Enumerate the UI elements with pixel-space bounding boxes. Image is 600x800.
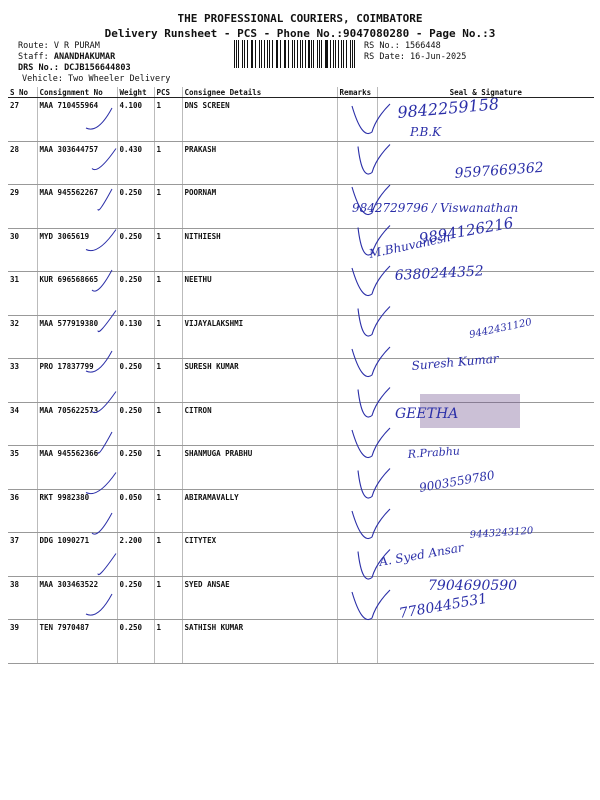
runsheet-table — [8, 87, 594, 664]
cell-signature — [377, 315, 594, 359]
cell-remarks — [337, 402, 377, 446]
cell-pcs: 1 — [154, 489, 182, 533]
cell-pcs: 1 — [154, 620, 182, 664]
cell-consignment: PRO 17837799 — [37, 359, 117, 403]
cell-consignee: ABIRAMAVALLY — [182, 489, 337, 533]
table-row — [8, 272, 594, 316]
cell-consignment: MAA 710455964 — [37, 98, 117, 142]
cell-consignment: DDG 1090271 — [37, 533, 117, 577]
cell-sno: 27 — [8, 98, 37, 142]
cell-signature — [377, 402, 594, 446]
cell-weight: 4.100 — [117, 98, 154, 142]
cell-remarks — [337, 272, 377, 316]
cell-pcs: 1 — [154, 576, 182, 620]
cell-consignee: CITYTEX — [182, 533, 337, 577]
col-weight: Weight — [117, 87, 154, 98]
handwritten-note: 9443243120 — [469, 525, 534, 541]
cell-sno: 37 — [8, 533, 37, 577]
cell-remarks — [337, 620, 377, 664]
handwritten-note: M.Bhuvanesh — [367, 229, 452, 261]
cell-remarks — [337, 576, 377, 620]
cell-pcs: 1 — [154, 446, 182, 490]
cell-pcs: 1 — [154, 402, 182, 446]
cell-consignee: PRAKASH — [182, 141, 337, 185]
col-pcs: PCS — [154, 87, 182, 98]
cell-sno: 31 — [8, 272, 37, 316]
cell-pcs: 1 — [154, 228, 182, 272]
cell-weight: 0.430 — [117, 141, 154, 185]
handwritten-note: 9442431120 — [468, 316, 533, 341]
table-row — [8, 446, 594, 490]
cell-consignment: RKT 9982380 — [37, 489, 117, 533]
cell-signature — [377, 533, 594, 577]
cell-weight: 0.250 — [117, 402, 154, 446]
cell-weight: 0.250 — [117, 446, 154, 490]
cell-remarks — [337, 228, 377, 272]
cell-weight: 0.130 — [117, 315, 154, 359]
handwritten-note: 7904690590 — [428, 578, 518, 594]
handwritten-note: 9597669362 — [454, 159, 545, 182]
cell-consignment: TEN 7970487 — [37, 620, 117, 664]
cell-consignment: MYD 3065619 — [37, 228, 117, 272]
staff-name: ANANDHAKUMAR — [53, 52, 116, 62]
cell-sno: 39 — [8, 620, 37, 664]
table-row — [8, 359, 594, 403]
cell-sno: 35 — [8, 446, 37, 490]
handwritten-note: R.Prabhu — [407, 444, 461, 461]
cell-signature — [377, 359, 594, 403]
handwritten-note: 9842259158 — [396, 94, 500, 122]
drs-row — [18, 63, 131, 74]
handwritten-note: GEETHA — [395, 406, 459, 422]
rs-number: RS No.: 1566448 — [364, 41, 441, 51]
table-row — [8, 228, 594, 272]
table-row — [8, 489, 594, 533]
cell-sno: 28 — [8, 141, 37, 185]
cell-signature — [377, 141, 594, 185]
cell-pcs: 1 — [154, 98, 182, 142]
cell-consignee: POORNAM — [182, 185, 337, 229]
cell-weight: 0.250 — [117, 272, 154, 316]
handwritten-note: 9842729796 / Viswanathan — [352, 201, 519, 215]
cell-signature — [377, 576, 594, 620]
cell-sno: 30 — [8, 228, 37, 272]
cell-signature — [377, 272, 594, 316]
cell-consignment: MAA 303644757 — [37, 141, 117, 185]
staff-row — [18, 52, 115, 63]
table-row — [8, 98, 594, 142]
cell-remarks — [337, 489, 377, 533]
runsheet-subtitle: Delivery Runsheet - PCS - Phone No.:9047080280 - Page No.:3 — [104, 27, 496, 40]
cell-signature — [377, 98, 594, 142]
cell-sno: 34 — [8, 402, 37, 446]
cell-weight: 0.250 — [117, 228, 154, 272]
cell-weight: 2.200 — [117, 533, 154, 577]
cell-sno: 38 — [8, 576, 37, 620]
cell-weight: 0.250 — [117, 185, 154, 229]
table-row — [8, 402, 594, 446]
cell-remarks — [337, 533, 377, 577]
col-consignment: Consignment No — [37, 87, 117, 98]
col-sno: S No — [8, 87, 37, 98]
staff-label: Staff: — [18, 52, 54, 62]
company-title: THE PROFESSIONAL COURIERS, COIMBATORE — [177, 12, 423, 25]
cell-signature — [377, 489, 594, 533]
route-label: Route: V R PURAM — [18, 41, 100, 51]
handwritten-note: 6380244352 — [394, 263, 485, 284]
vehicle-label: Vehicle: Two Wheeler Delivery — [22, 74, 171, 84]
cell-signature — [377, 446, 594, 490]
cell-consignee: SHANMUGA PRABHU — [182, 446, 337, 490]
cell-consignment: MAA 303463522 — [37, 576, 117, 620]
handwritten-note: 9003559780 — [418, 467, 496, 495]
cell-consignment: MAA 705622573 — [37, 402, 117, 446]
cell-remarks — [337, 315, 377, 359]
cell-consignment: MAA 577919380 — [37, 315, 117, 359]
handwritten-note: Suresh Kumar — [411, 351, 500, 373]
cell-weight: 0.050 — [117, 489, 154, 533]
drs-number: DCJB156644803 — [64, 63, 131, 73]
cell-remarks — [337, 141, 377, 185]
cell-consignee: SYED ANSAE — [182, 576, 337, 620]
handwritten-note: 9894126216 — [417, 213, 515, 248]
cell-consignee: VIJAYALAKSHMI — [182, 315, 337, 359]
cell-sno: 29 — [8, 185, 37, 229]
cell-consignee: SURESH KUMAR — [182, 359, 337, 403]
rs-date: RS Date: 16-Jun-2025 — [364, 52, 467, 62]
cell-consignment: MAA 945562267 — [37, 185, 117, 229]
col-consignee: Consignee Details — [182, 87, 337, 98]
cell-consignee: CITRON — [182, 402, 337, 446]
cell-remarks — [337, 185, 377, 229]
cell-sno: 32 — [8, 315, 37, 359]
col-signature: Seal & Signature — [377, 87, 594, 98]
cell-weight: 0.250 — [117, 620, 154, 664]
col-remarks: Remarks — [337, 87, 377, 98]
cell-sno: 36 — [8, 489, 37, 533]
table-row — [8, 185, 594, 229]
cell-weight: 0.250 — [117, 359, 154, 403]
table-header-row — [8, 87, 594, 98]
cell-pcs: 1 — [154, 533, 182, 577]
table-row — [8, 315, 594, 359]
cell-remarks — [337, 98, 377, 142]
cell-pcs: 1 — [154, 185, 182, 229]
handwritten-note: P.B.K — [410, 125, 442, 139]
cell-pcs: 1 — [154, 359, 182, 403]
cell-signature — [377, 620, 594, 664]
cell-signature — [377, 185, 594, 229]
table-row — [8, 533, 594, 577]
cell-sno: 33 — [8, 359, 37, 403]
cell-remarks — [337, 446, 377, 490]
table-row — [8, 576, 594, 620]
cell-signature — [377, 228, 594, 272]
cell-consignee: NITHIESH — [182, 228, 337, 272]
handwritten-note: 7780445531 — [397, 590, 489, 622]
cell-consignee: DNS SCREEN — [182, 98, 337, 142]
cell-consignee: NEETHU — [182, 272, 337, 316]
table-row — [8, 141, 594, 185]
cell-remarks — [337, 359, 377, 403]
cell-pcs: 1 — [154, 141, 182, 185]
cell-consignment: KUR 696568665 — [37, 272, 117, 316]
cell-pcs: 1 — [154, 315, 182, 359]
cell-consignment: MAA 945562366 — [37, 446, 117, 490]
handwritten-note: A. Syed Ansar — [378, 540, 465, 569]
cell-consignee: SATHISH KUMAR — [182, 620, 337, 664]
table-row — [8, 620, 594, 664]
cell-pcs: 1 — [154, 272, 182, 316]
barcode-icon — [234, 40, 358, 68]
drs-label: DRS No.: — [18, 63, 65, 73]
cell-weight: 0.250 — [117, 576, 154, 620]
